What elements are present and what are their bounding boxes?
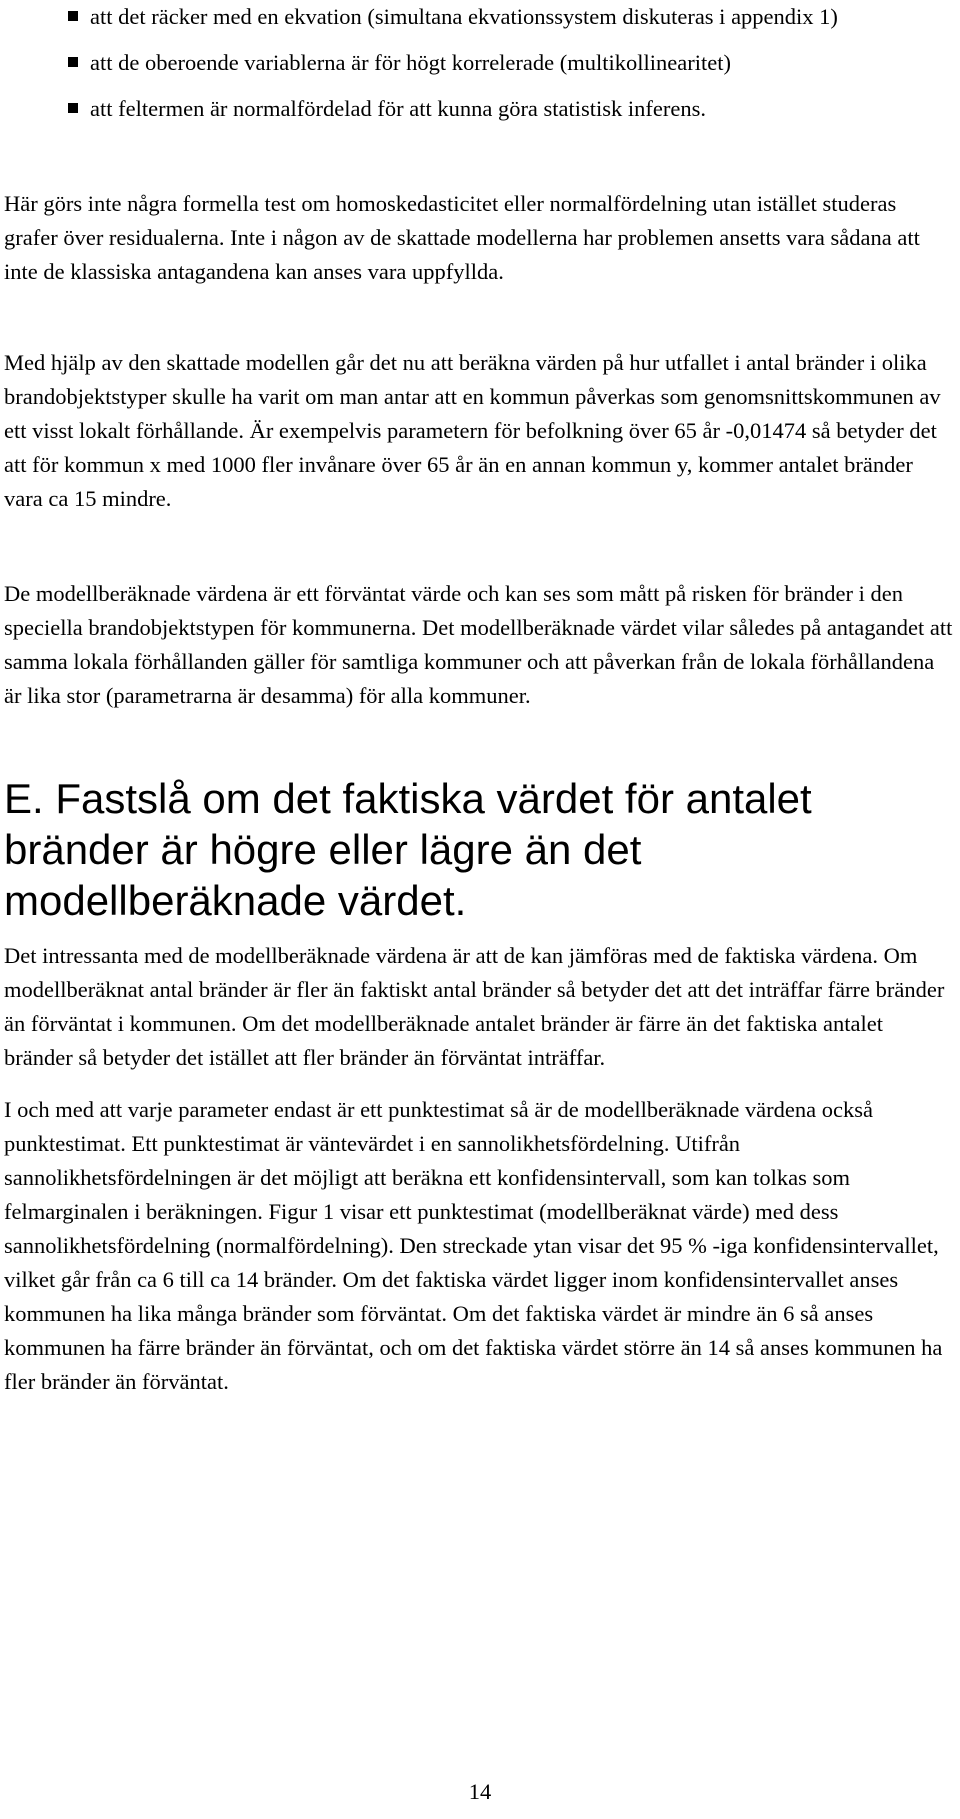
paragraph-comparison: Det intressanta med de modellberäknade värdena är att de kan jämföras med de faktiska värdena. Om modellberäknat antal bränder är fler än faktiskt antal bränder så betyder det att det inträffar färre bränder än förväntat i kommunen. Om det modellberäknade antalet bränder är färre än det faktiska antalet bränder så betyder det istället att fler bränder än förväntat inträffar. (4, 943, 945, 1070)
assumption-list (28, 0, 953, 126)
list-item (28, 46, 953, 80)
square-bullet-icon (68, 11, 78, 21)
list-item-text: att de oberoende variablerna är för högt korrelerade (multikollinearitet) (90, 50, 731, 75)
paragraph-confidence-interval: I och med att varje parameter endast är ett punktestimat så är de modellberäknade värdena också punktestimat. Ett punktestimat är väntevärdet i en sannolikhetsfördelning. Utifrån sannolikhetsfördelningen är det möjligt att beräkna ett konfidensintervall, som kan tolkas som felmarginalen i beräkningen. Figur 1 visar ett punktestimat (modellberäknat värde) med dess sannolikhetsfördelning (normalfördelning). Den streckade ytan visar det 95 % -iga konfidensintervallet, vilket går från ca 6 till ca 14 bränder. Om det faktiska värdet ligger inom konfidensintervallet anses kommunen ha lika många bränder som förväntat. Om det faktiska värdet är mindre än 6 så anses kommunen ha färre bränder än förväntat, och om det faktiska värdet större än 14 så anses kommunen ha fler bränder än förväntat. (4, 1097, 943, 1394)
square-bullet-icon (68, 57, 78, 67)
square-bullet-icon (68, 103, 78, 113)
list-item-text: att det räcker med en ekvation (simultana ekvationssystem diskuteras i appendix 1) (90, 4, 838, 29)
list-item (28, 92, 953, 126)
paragraph-expected-value: De modellberäknade värdena är ett förväntat värde och kan ses som mått på risken för bränder i den speciella brandobjektstypen för kommunerna. Det modellberäknade värdet vilar således på antagandet att samma lokala förhållanden gäller för samtliga kommuner och att påverkan från de lokala förhållandena är lika stor (parametrarna är desamma) för alla kommuner. (4, 581, 953, 708)
section-heading: E. Fastslå om det faktiska värdet för antalet bränder är högre eller lägre än det modellberäknade värdet. (4, 775, 812, 924)
list-item-text: att feltermen är normalfördelad för att kunna göra statistisk inferens. (90, 96, 707, 121)
paragraph-model-calculation: Med hjälp av den skattade modellen går det nu att beräkna värden på hur utfallet i antal bränder i olika brandobjektstyper skulle ha varit om man antar att en kommun påverkas som genomsnittskommunen av ett visst lokalt förhållande. Är exempelvis parametern för befolkning över 65 år -0,01474 så betyder det att för kommun x med 1000 fler invånare över 65 år än en annan kommun y, kommer antalet bränder vara ca 15 mindre. (4, 350, 941, 511)
list-item (28, 0, 953, 34)
paragraph-residuals: Här görs inte några formella test om homoskedasticitet eller normalfördelning utan istället studeras grafer över residualerna. Inte i någon av de skattade modellerna har problemen ansetts vara sådana att inte de klassiska antagandena kan anses vara uppfyllda. (4, 191, 920, 284)
page-number: 14 (468, 1779, 492, 1804)
